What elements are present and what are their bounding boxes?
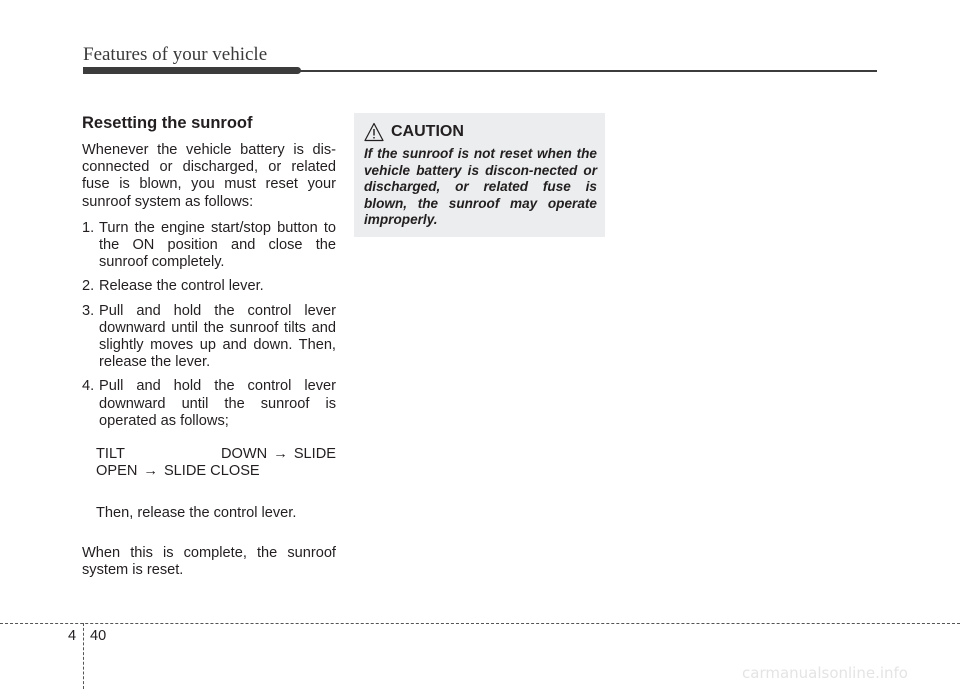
- sequence-step-slide-close: SLIDE CLOSE: [163, 463, 260, 480]
- sequence-step-slide-open: SLIDE OPEN: [96, 446, 336, 480]
- release-instruction: Then, release the control lever.: [96, 505, 297, 522]
- page-header-title: Features of your vehicle: [83, 44, 268, 65]
- section-heading: Resetting the sunroof: [82, 114, 253, 132]
- intro-paragraph: Whenever the vehicle battery is dis-connected or discharged, or related fuse is blown, you must reset your sunroof system as follows:: [82, 142, 336, 210]
- header-bar: [83, 67, 301, 74]
- sequence-step-tilt-down: TILT DOWN: [96, 446, 268, 463]
- caution-box: [354, 113, 605, 237]
- operation-sequence: [96, 446, 336, 480]
- arrow-right-icon: →: [273, 446, 288, 463]
- watermark: carmanualsonline.info: [742, 664, 908, 682]
- step-number: 4.: [82, 378, 95, 395]
- header-rule: [296, 70, 877, 72]
- caution-title: CAUTION: [391, 123, 464, 140]
- step-text: Turn the engine start/stop button to the ON position and close the sunroof completely.: [99, 219, 336, 271]
- warning-triangle-icon: [364, 122, 384, 142]
- step-number: 2.: [82, 278, 95, 295]
- sunroof-reset-section: [82, 113, 336, 579]
- footer-divider: [83, 623, 84, 689]
- list-item: [82, 303, 336, 372]
- chapter-number: 4: [68, 628, 77, 644]
- footer-rule: [0, 623, 960, 624]
- list-item: [82, 278, 336, 295]
- arrow-right-icon: →: [143, 463, 158, 480]
- list-item: [82, 378, 336, 430]
- step-number: 1.: [82, 219, 95, 236]
- caution-header: [364, 121, 597, 143]
- page-number: 40: [90, 628, 107, 644]
- step-number: 3.: [82, 302, 95, 319]
- closing-paragraph: When this is complete, the sunroof system is reset.: [82, 544, 336, 578]
- steps-list: [82, 220, 336, 430]
- list-item: [82, 220, 336, 272]
- step-text: Release the control lever.: [99, 278, 264, 295]
- step-text: Pull and hold the control lever downward until the sunroof is operated as follows;: [99, 378, 336, 429]
- step-text: Pull and hold the control lever downward until the sunroof tilts and slightly moves up and down. Then, release the lever.: [99, 302, 336, 371]
- caution-text: If the sunroof is not reset when the vehicle battery is discon-nected or discharged, or related fuse is blown, the sunroof may operate improperly.: [364, 146, 597, 228]
